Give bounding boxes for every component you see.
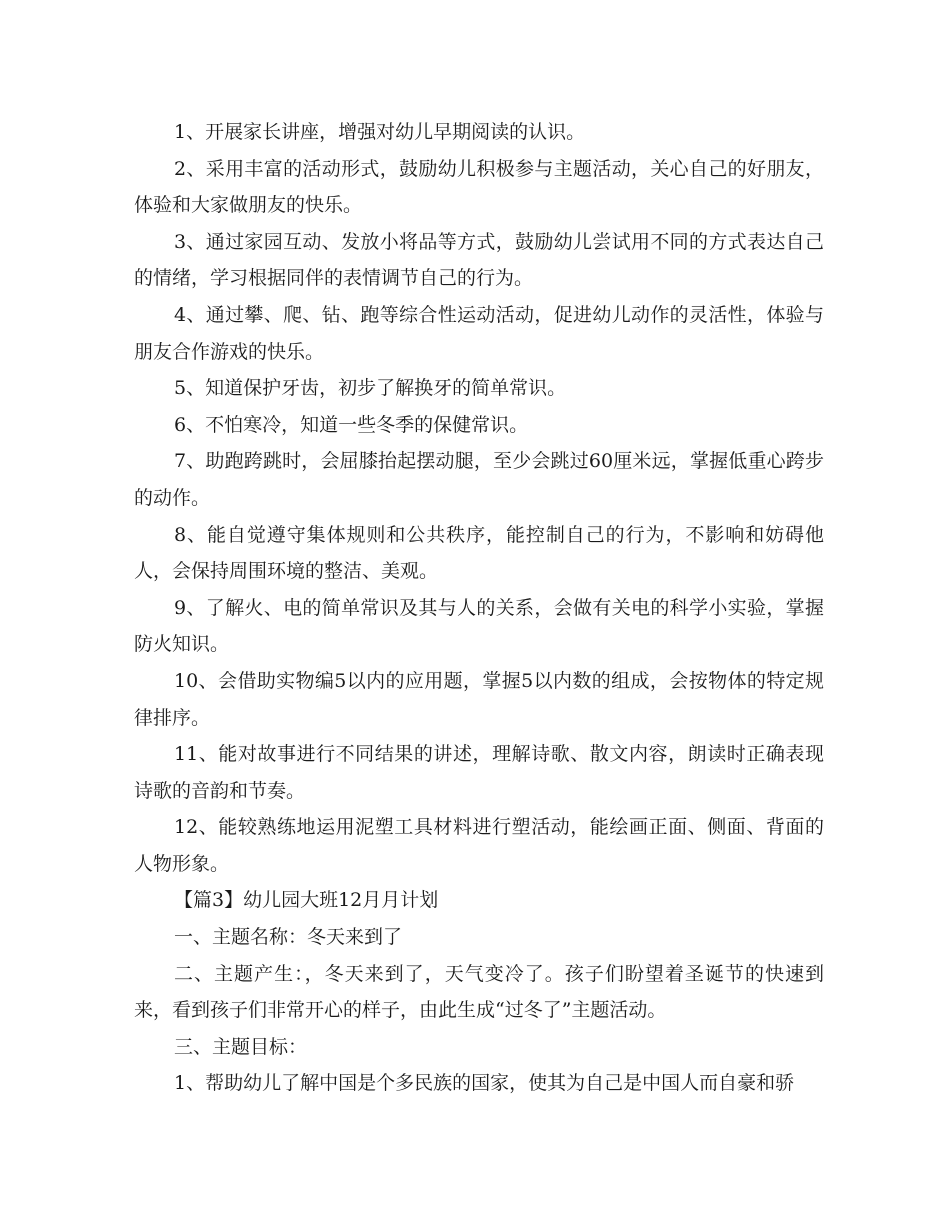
theme-goals-heading: 三、主题目标： xyxy=(174,1035,308,1058)
theme-origin: 二、主题产生：，冬天来到了，天气变冷了。孩子们盼望着圣诞节的快速到来，看到孩子们非常开心的样子，由此生成“过冬了”主题活动。 xyxy=(134,962,824,1022)
goal-item-7: 7、助跑跨跳时，会屈膝抬起摆动腿，至少会跳过60厘米远，掌握低重心跨步的动作。 xyxy=(134,450,824,509)
goal-item-9: 9、了解火、电的简单常识及其与人的关系，会做有关电的科学小实验，掌握防火知识。 xyxy=(134,596,824,656)
section-heading: 【篇3】幼儿园大班12月月计划 xyxy=(174,889,439,912)
theme-goal-item-1: 1、帮助幼儿了解中国是个多民族的国家，使其为自己是中国人而自豪和骄 xyxy=(174,1072,795,1095)
goal-item-8: 8、能自觉遵守集体规则和公共秩序，能控制自己的行为，不影响和妨碍他人，会保持周围环境的整洁、美观。 xyxy=(134,523,824,583)
goal-item-12: 12、能较熟练地运用泥塑工具材料进行塑活动，能绘画正面、侧面、背面的人物形象。 xyxy=(134,816,824,875)
theme-name: 一、主题名称：冬天来到了 xyxy=(174,926,403,949)
goal-item-5: 5、知道保护牙齿，初步了解换牙的简单常识。 xyxy=(174,377,567,400)
goal-item-2: 2、采用丰富的活动形式，鼓励幼儿积极参与主题活动，关心自己的好朋友，体验和大家做朋友的快乐。 xyxy=(134,157,824,217)
goal-item-3: 3、通过家园互动、发放小将品等方式，鼓励幼儿尝试用不同的方式表达自己的情绪，学习根据同伴的表情调节自己的行为。 xyxy=(134,230,824,290)
goal-item-4: 4、通过攀、爬、钻、跑等综合性运动活动，促进幼儿动作的灵活性，体验与朋友合作游戏的快乐。 xyxy=(134,303,824,363)
goal-item-6: 6、不怕寒冷，知道一些冬季的保健常识。 xyxy=(174,413,529,436)
document-body xyxy=(134,114,824,1102)
goal-item-11: 11、能对故事进行不同结果的讲述，理解诗歌、散文内容，朗读时正确表现诗歌的音韵和节奏。 xyxy=(134,743,824,802)
goal-item-10: 10、会借助实物编5以内的应用题，掌握5以内数的组成，会按物体的特定规律排序。 xyxy=(134,669,824,729)
goal-item-1: 1、开展家长讲座，增强对幼儿早期阅读的认识。 xyxy=(174,121,586,143)
